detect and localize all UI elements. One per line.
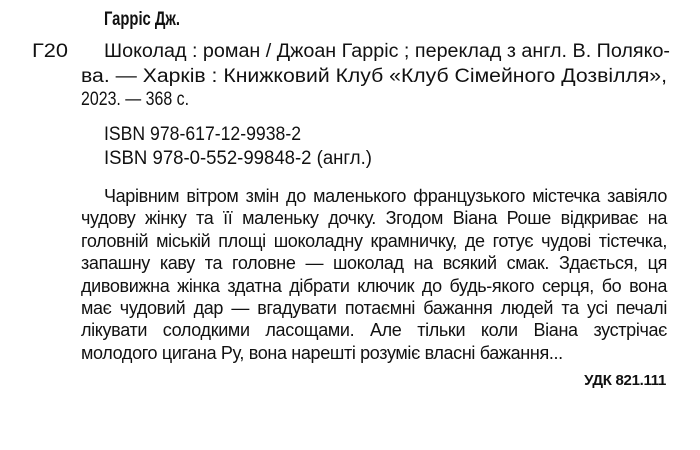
annotation-paragraph: Чарівним вітром змін до маленького французького містечка завіяло чудову жінку та її маленьку дочку. Згодом Віана Роше відкриває на головній міській площі шоколадну крамничку, де готує чудові тістечка, запашну каву та головне — шоколад на всякий смак. Здається, ця дивовижна жінка здатна дібрати ключик до будь-якого серця, бо вона має чудовий дар — вгадувати потаємні бажання людей та усі печалі лікувати солодкими ласощами. Але тільки коли Віана зустрічає молодого цигана Ру, вона нарешті розуміє власні бажання... bbox=[81, 186, 667, 363]
isbn-primary: ISBN 978-617-12-9938-2 bbox=[104, 124, 302, 145]
isbn-original: ISBN 978-0-552-99848-2 (англ.) bbox=[104, 148, 372, 169]
bibliographic-description-line-1: Шоколад : роман / Джоан Гарріс ; переклад з англ. В. Поляко- bbox=[104, 41, 670, 62]
author-sign-code: Г20 bbox=[32, 41, 68, 62]
bibliographic-description-line-3: 2023. — 368 с. bbox=[81, 89, 189, 110]
udk-classification: УДК 821.111 bbox=[584, 372, 666, 389]
bibliographic-description-line-2: ва. — Харків : Книжковий Клуб «Клуб Сімейного Дозвілля», bbox=[81, 66, 668, 87]
author-heading: Гарріс Дж. bbox=[104, 9, 180, 30]
